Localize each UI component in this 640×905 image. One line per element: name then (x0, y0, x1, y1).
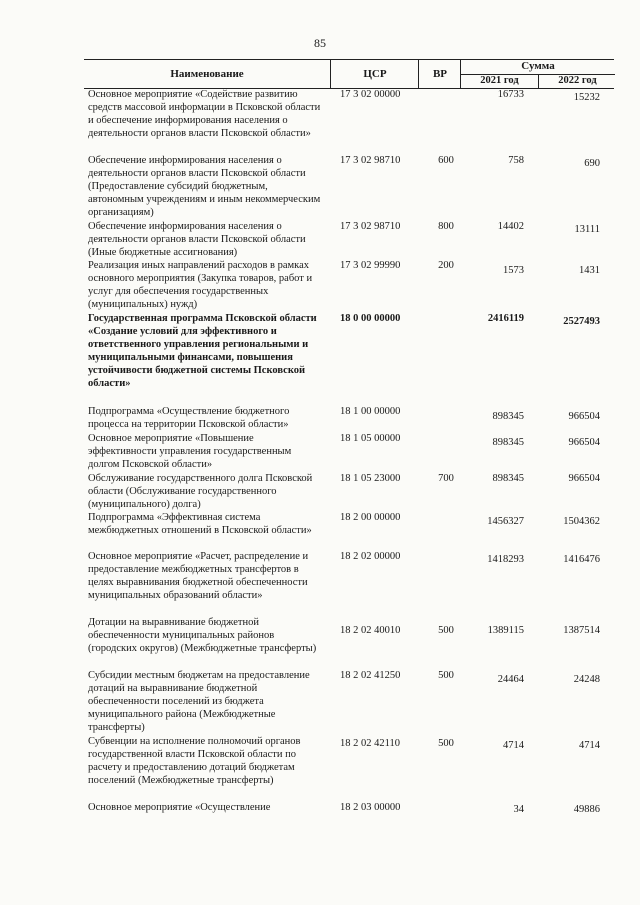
table-row (88, 89, 618, 155)
table-row (88, 617, 618, 670)
row-sum-2021: 1418293 (487, 554, 524, 565)
row-csr: 18 2 02 40010 (340, 625, 401, 636)
row-vr: 500 (438, 738, 454, 749)
row-sum-2022: 24248 (573, 674, 600, 685)
row-sum-2022: 1387514 (563, 625, 600, 636)
row-vr: 600 (438, 155, 454, 166)
table-header (84, 59, 614, 89)
table-row (88, 473, 618, 512)
row-vr: 800 (438, 221, 454, 232)
row-sum-2021: 1573 (503, 265, 524, 276)
header-vr: ВР (418, 60, 461, 88)
row-csr: 18 2 02 00000 (340, 551, 401, 562)
header-year-2022: 2022 год (538, 75, 616, 88)
row-sum-2021: 1456327 (487, 516, 524, 527)
row-sum-2022: 13111 (574, 224, 600, 235)
row-sum-2021: 898345 (492, 473, 524, 484)
row-csr: 17 3 02 98710 (340, 221, 401, 232)
row-name: Подпрограмма «Эффективная система межбюджетных отношений в Псковской области» (88, 512, 312, 536)
table-row (88, 433, 618, 473)
table-row-program (88, 313, 618, 406)
row-csr: 18 2 00 00000 (340, 512, 401, 523)
table-row (88, 221, 618, 260)
header-name: Наименование (170, 68, 244, 80)
table-row (88, 406, 618, 433)
row-sum-2021: 2416119 (487, 313, 524, 324)
row-csr: 17 3 02 98710 (340, 155, 401, 166)
row-sum-2022: 966504 (568, 473, 600, 484)
row-sum-2022: 1431 (579, 265, 600, 276)
row-csr: 18 1 05 00000 (340, 433, 401, 444)
row-sum-2021: 4714 (503, 740, 524, 751)
row-sum-2022: 49886 (573, 804, 600, 815)
row-vr: 200 (438, 260, 454, 271)
table-row (88, 512, 618, 551)
table-row (88, 260, 618, 313)
row-sum-2021: 1389115 (487, 625, 524, 636)
row-sum-2022: 1504362 (563, 516, 600, 527)
row-csr: 18 2 02 42110 (340, 738, 400, 749)
row-sum-2021: 24464 (497, 674, 524, 685)
row-sum-2022: 2527493 (563, 316, 600, 327)
table-row (88, 155, 618, 221)
row-vr: 500 (438, 670, 454, 681)
page-number: 85 (314, 36, 326, 50)
row-csr: 17 3 02 00000 (340, 89, 401, 100)
row-name: Основное мероприятие «Повышение эффективности управления государственным долгом Псковской области» (88, 433, 292, 470)
row-name: Субсидии местным бюджетам на предоставление дотаций на выравнивание бюджетной обеспеченности поселений из бюджета муниципального района (Межбюджетные трансферты) (88, 670, 310, 733)
row-name: Основное мероприятие «Расчет, распределение и предоставление межбюджетных трансфертов в целях выравнивания бюджетной обеспеченности муниципальных образований области» (88, 551, 309, 601)
row-name: Государственная программа Псковской области «Создание условий для эффективного и ответственного управления региональными и муниципальными финансами, повышения устойчивости бюджетной системы Псковской области» (88, 313, 317, 389)
header-csr: ЦСР (330, 60, 419, 88)
row-name: Основное мероприятие «Осуществление (88, 802, 271, 813)
row-name: Основное мероприятие «Содействие развитию средств массовой информации в Псковской области и обеспечение информирования населения о деятельности органов власти Псковской области» (88, 89, 321, 139)
row-csr: 18 1 05 23000 (340, 473, 401, 484)
row-csr: 18 0 00 00000 (340, 313, 401, 324)
row-csr: 18 2 02 41250 (340, 670, 401, 681)
table-body (88, 89, 618, 828)
row-vr: 500 (438, 625, 454, 636)
row-vr: 700 (438, 473, 454, 484)
row-name: Субвенции на исполнение полномочий органов государственной власти Псковской области по расчету и предоставлению дотаций бюджетам поселений (Межбюджетные трансферты) (88, 736, 301, 786)
row-csr: 18 1 00 00000 (340, 406, 401, 417)
header-sum-title: Сумма (521, 60, 555, 72)
row-sum-2021: 898345 (492, 437, 524, 448)
row-name: Обеспечение информирования населения о деятельности органов власти Псковской области (Иные бюджетные ассигнования) (88, 221, 306, 258)
table-row (88, 551, 618, 617)
row-sum-2021: 758 (508, 155, 524, 166)
row-csr: 17 3 02 99990 (340, 260, 401, 271)
table-row (88, 802, 618, 828)
row-name: Обслуживание государственного долга Псковской области (Обслуживание государственного (муниципального) долга) (88, 473, 313, 510)
header-sum (460, 60, 615, 88)
header-year-2021: 2021 год (480, 75, 519, 86)
row-name: Обеспечение информирования населения о деятельности органов власти Псковской области (Предоставление субсидий бюджетным, автономным учреждениям и иным некоммерческим организациям) (88, 155, 321, 218)
row-sum-2022: 1416476 (563, 554, 600, 565)
row-name: Дотации на выравнивание бюджетной обеспеченности муниципальных районов (городских округов) (Межбюджетные трансферты) (88, 617, 317, 654)
row-name: Подпрограмма «Осуществление бюджетного процесса на территории Псковской области» (88, 406, 290, 430)
row-sum-2022: 15232 (573, 92, 600, 103)
row-sum-2022: 966504 (568, 411, 600, 422)
row-sum-2022: 4714 (579, 740, 600, 751)
table-row (88, 670, 618, 736)
row-sum-2021: 898345 (492, 411, 524, 422)
table-row (88, 736, 618, 802)
row-sum-2021: 16733 (497, 89, 524, 100)
row-csr: 18 2 03 00000 (340, 802, 401, 813)
row-sum-2021: 34 (513, 804, 524, 815)
row-name: Реализация иных направлений расходов в рамках основного мероприятия (Закупка товаров, работ и услуг для обеспечения государственных (муниципальных) нужд) (88, 260, 313, 310)
row-sum-2022: 966504 (568, 437, 600, 448)
row-sum-2021: 14402 (497, 221, 524, 232)
row-sum-2022: 690 (584, 158, 600, 169)
